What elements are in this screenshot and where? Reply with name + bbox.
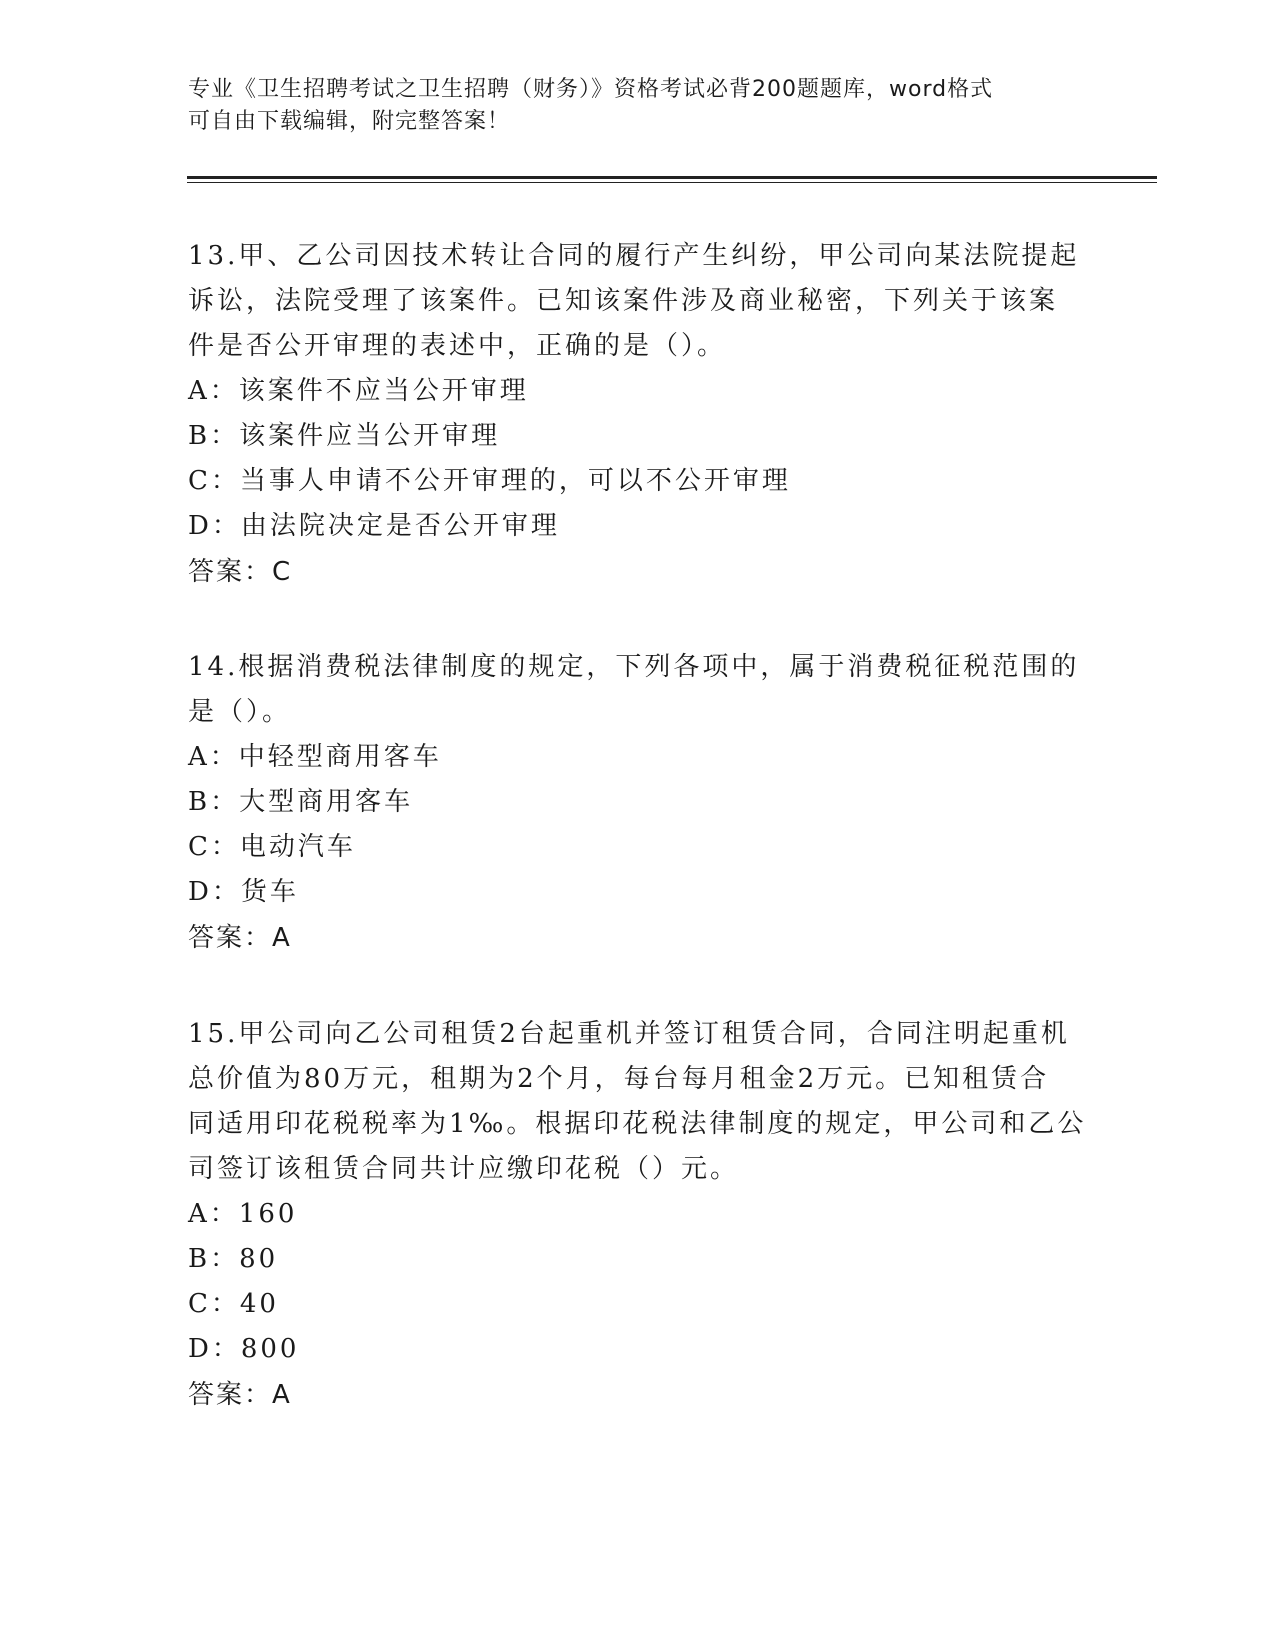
answer: 答案：A xyxy=(188,923,292,953)
document-header xyxy=(188,74,1088,138)
header-line-2: 可自由下载编辑，附完整答案！ xyxy=(188,109,511,134)
option-a: A：160 xyxy=(188,1199,298,1229)
option-b: B：大型商用客车 xyxy=(188,787,414,817)
question-text-line: 诉讼，法院受理了该案件。已知该案件涉及商业秘密，下列关于该案 xyxy=(188,286,1059,316)
option-c: C：电动汽车 xyxy=(188,832,356,862)
answer: 答案：A xyxy=(188,1380,292,1410)
option-c: C：40 xyxy=(188,1289,279,1319)
question-text-line: 14.根据消费税法律制度的规定，下列各项中，属于消费税征税范围的 xyxy=(188,652,1080,682)
question-15 xyxy=(188,1012,1088,1418)
question-text-line: 总价值为80万元，租期为2个月，每台每月租金2万元。已知租赁合 xyxy=(188,1064,1050,1094)
question-text-line: 同适用印花税税率为1‰。根据印花税法律制度的规定，甲公司和乙公 xyxy=(188,1109,1087,1139)
option-a: A：该案件不应当公开审理 xyxy=(188,376,529,406)
question-14 xyxy=(188,645,1088,961)
option-a: A：中轻型商用客车 xyxy=(188,742,442,772)
header-divider-thin xyxy=(187,182,1157,183)
question-13 xyxy=(188,234,1088,595)
question-text-line: 13.甲、乙公司因技术转让合同的履行产生纠纷，甲公司向某法院提起 xyxy=(188,241,1080,271)
option-d: D：由法院决定是否公开审理 xyxy=(188,511,560,541)
header-line-1: 专业《卫生招聘考试之卫生招聘（财务）》资格考试必背200题题库，word格式 xyxy=(188,77,994,102)
header-divider-thick xyxy=(187,176,1157,179)
question-text-line: 件是否公开审理的表述中，正确的是（）。 xyxy=(188,331,727,361)
question-text-line: 15.甲公司向乙公司租赁2台起重机并签订租赁合同，合同注明起重机 xyxy=(188,1019,1070,1049)
question-text-line: 是（）。 xyxy=(188,697,292,727)
answer: 答案：C xyxy=(188,557,293,587)
question-text-line: 司签订该租赁合同共计应缴印花税（）元。 xyxy=(188,1154,740,1184)
option-c: C：当事人申请不公开审理的，可以不公开审理 xyxy=(188,466,791,496)
option-d: D：800 xyxy=(188,1334,300,1364)
option-b: B：80 xyxy=(188,1244,279,1274)
option-d: D：货车 xyxy=(188,877,299,907)
option-b: B：该案件应当公开审理 xyxy=(188,421,501,451)
